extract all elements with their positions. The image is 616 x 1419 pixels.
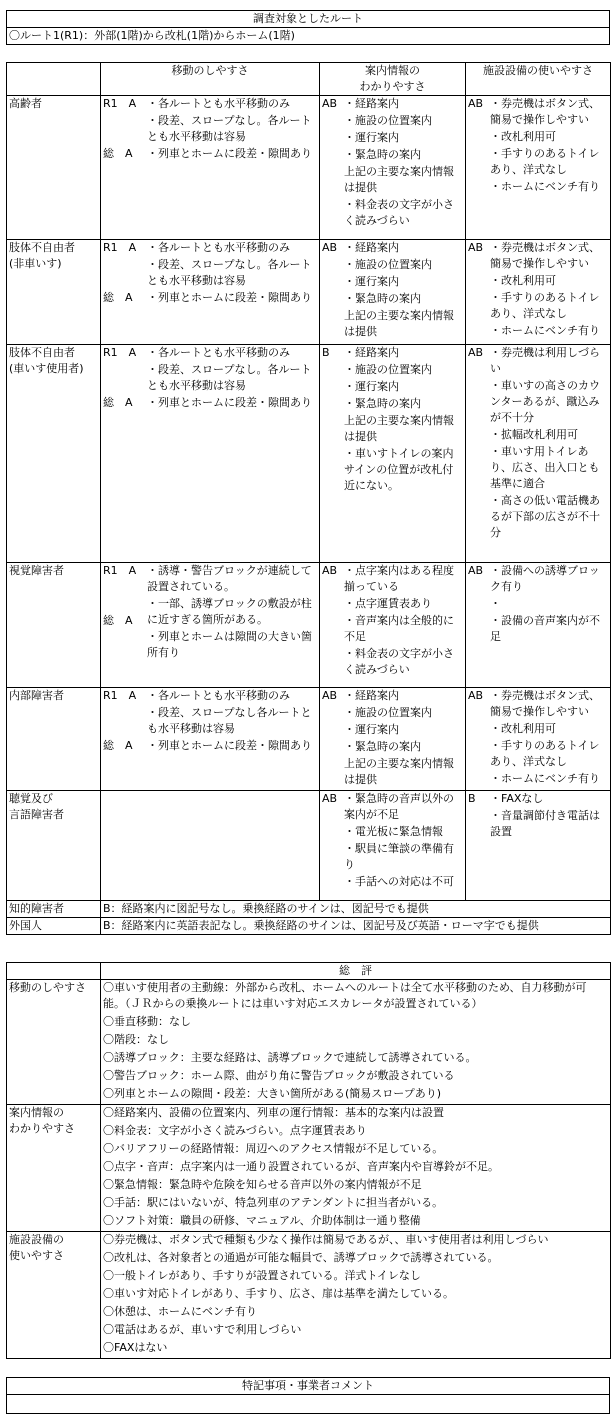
- summary-item: 〇車いす対応トイレがあり、手すり、広さ、扉は基準を満たしている。: [103, 1287, 455, 1300]
- header-empty: [7, 63, 101, 96]
- move-grade-r1: R1 A: [103, 346, 137, 359]
- info-item: ・点字運賃表あり: [344, 597, 432, 610]
- facility-item: ・改札利用可: [490, 722, 556, 735]
- comments-body: [7, 1395, 610, 1414]
- info-cell: [320, 563, 466, 688]
- info-cell: [320, 688, 466, 791]
- facility-item: ・車いすの高さのカウンターあるが、蹴込みが不十分: [490, 379, 600, 424]
- move-grade-total: 総 A: [103, 739, 133, 752]
- row-target-name: 視覚障害者: [7, 563, 101, 688]
- info-item: ・運行案内: [344, 380, 399, 393]
- info-item: ・駅員に筆談の準備有り: [344, 842, 454, 871]
- move-item: ・段差、スロープなし。各ルートとも水平移動は容易: [147, 114, 312, 143]
- move-item: ・段差、スロープなし。各ルートとも水平移動は容易: [147, 258, 312, 287]
- facility-item: ・ホームにベンチ有り: [490, 180, 600, 193]
- facility-cell: [466, 688, 611, 791]
- table-row: [7, 345, 611, 563]
- info-grade: AB: [322, 689, 338, 702]
- move-item: ・列車とホームに段差・隙間あり: [147, 291, 312, 304]
- move-cell: [101, 791, 320, 901]
- summary-item: 〇緊急情報：緊急時や危険を知らせる音声以外の案内情報が不足: [103, 1178, 422, 1191]
- comments-table: [6, 1377, 610, 1414]
- info-cell: [320, 791, 466, 901]
- route-table: [6, 10, 610, 45]
- move-grade-total: 総 A: [103, 396, 133, 409]
- move-item: ・列車とホームに段差・隙間あり: [147, 147, 312, 160]
- summary-item: 〇点字・音声：点字案内は一通り設置されているが、音声案内や盲導鈴が不足。: [103, 1160, 499, 1173]
- move-item: ・誘導・警告ブロックが連続して設置されている。: [147, 564, 312, 593]
- row-target-name: 内部障害者: [7, 688, 101, 791]
- move-item: ・段差、スロープなし。各ルートとも水平移動は容易: [147, 363, 312, 392]
- summary-row: [7, 980, 611, 1105]
- info-item: ・施設の位置案内: [344, 363, 432, 376]
- info-item: ・施設の位置案内: [344, 258, 432, 271]
- comments-title: 特記事項・事業者コメント: [7, 1378, 610, 1395]
- info-grade: AB: [322, 792, 338, 805]
- facility-item: ・: [490, 597, 501, 610]
- facility-item: ・券売機はボタン式、簡易で操作しやすい: [490, 241, 600, 270]
- facility-item: ・車いす用トイレあり、広さ、出入口とも基準に適合: [490, 445, 600, 490]
- summary-item: 〇誘導ブロック：主要な経路は、誘導ブロックで連続して誘導されている。: [103, 1051, 477, 1064]
- move-item: ・各ルートとも水平移動のみ: [147, 97, 290, 110]
- table-row: [7, 901, 611, 918]
- info-item: ・料金表の文字が小さく読みづらい: [344, 198, 454, 227]
- info-item: ・経路案内: [344, 97, 399, 110]
- row-target-name: 知的障害者: [7, 901, 101, 918]
- facility-item: ・音量調節付き電話は設置: [490, 809, 600, 838]
- table-row: [7, 791, 611, 901]
- move-cell: [101, 96, 320, 240]
- table-row: [7, 96, 611, 240]
- info-item: ・音声案内は全般的に不足: [344, 614, 454, 643]
- move-grade-total: 総 A: [103, 147, 133, 160]
- summary-section-items: [101, 980, 611, 1105]
- move-item: ・段差、スロープなし各ルートとも水平移動は容易: [147, 706, 312, 735]
- info-item: ・料金表の文字が小さく読みづらい: [344, 647, 454, 676]
- info-item: 上記の主要な案内情報は提供: [344, 414, 454, 443]
- facility-grade: AB: [468, 97, 484, 110]
- info-item: ・緊急時の案内: [344, 740, 421, 753]
- info-item: ・経路案内: [344, 689, 399, 702]
- info-item: 上記の主要な案内情報は提供: [344, 309, 454, 338]
- move-cell: [101, 345, 320, 563]
- facility-item: ・FAXなし: [490, 792, 544, 805]
- row-evaluation-text: B：経路案内に英語表記なし。乗換経路のサインは、図記号及び英語・ローマ字でも提供: [101, 918, 611, 935]
- info-cell: [320, 96, 466, 240]
- summary-section-name: 移動のしやすさ: [7, 980, 101, 1105]
- info-item: ・緊急時の案内: [344, 397, 421, 410]
- summary-item: 〇経路案内、設備の位置案内、列車の運行情報：基本的な案内は設置: [103, 1106, 444, 1119]
- summary-item: 〇階段：なし: [103, 1033, 169, 1046]
- move-cell: [101, 240, 320, 345]
- info-item: ・運行案内: [344, 275, 399, 288]
- facility-grade: AB: [468, 241, 484, 254]
- facility-item: ・手すりのあるトイレあり、洋式なし: [490, 739, 600, 768]
- summary-item: 〇休憩は、ホームにベンチ有り: [103, 1305, 257, 1318]
- route-description: 〇ルート1(R1)：外部(1階)から改札(1階)からホーム(1階): [7, 28, 610, 45]
- facility-grade: AB: [468, 564, 484, 577]
- move-grade-total: 総 A: [103, 291, 133, 304]
- table-row: [7, 918, 611, 935]
- summary-item: 〇FAXはない: [103, 1341, 168, 1354]
- row-target-name: 高齢者: [7, 96, 101, 240]
- facility-item: ・高さの低い電話機あるが下部の広さが不十分: [490, 494, 600, 539]
- info-grade: AB: [322, 241, 338, 254]
- row-target-name: 外国人: [7, 918, 101, 935]
- move-item: ・列車とホームは隙間の大きい箇所有り: [147, 630, 312, 659]
- route-table-title: 調査対象としたルート: [7, 11, 610, 28]
- move-grade-r1: R1 A: [103, 564, 137, 577]
- move-item: ・各ルートとも水平移動のみ: [147, 241, 290, 254]
- table-row: [7, 688, 611, 791]
- move-item: ・各ルートとも水平移動のみ: [147, 346, 290, 359]
- summary-row: [7, 1232, 611, 1359]
- col-header-move: 移動のしやすさ: [101, 63, 320, 96]
- summary-table: [6, 962, 611, 1359]
- facility-item: ・ホームにベンチ有り: [490, 324, 600, 337]
- move-item: ・各ルートとも水平移動のみ: [147, 689, 290, 702]
- table-row: [7, 563, 611, 688]
- evaluation-table: [6, 62, 611, 935]
- facility-item: ・手すりのあるトイレあり、洋式なし: [490, 147, 600, 176]
- info-item: ・施設の位置案内: [344, 114, 432, 127]
- info-item: ・手話への対応は不可: [344, 875, 454, 888]
- row-evaluation-text: B：経路案内に図記号なし。乗換経路のサインは、図記号でも提供: [101, 901, 611, 918]
- move-grade-total: 総 A: [103, 614, 133, 627]
- summary-item: 〇券売機は、ボタン式で種類も少なく操作は簡易であるが、、車いす使用者は利用しづらい: [103, 1233, 549, 1246]
- summary-header-empty: [7, 963, 101, 980]
- facility-item: ・改札利用可: [490, 130, 556, 143]
- info-item: ・経路案内: [344, 241, 399, 254]
- summary-item: 〇列車とホームの隙間・段差：大きい箇所がある(簡易スロープあり): [103, 1087, 442, 1100]
- facility-item: ・券売機はボタン式、簡易で操作しやすい: [490, 689, 600, 718]
- row-target-name: 肢体不自由者 (車いす使用者): [7, 345, 101, 563]
- info-grade: AB: [322, 564, 338, 577]
- summary-item: 〇電話はあるが、車いすで利用しづらい: [103, 1323, 302, 1336]
- facility-item: ・手すりのあるトイレあり、洋式なし: [490, 291, 600, 320]
- info-item: ・緊急時の案内: [344, 292, 421, 305]
- info-item: ・緊急時の音声以外の案内が不足: [344, 792, 454, 821]
- summary-item: 〇警告ブロック：ホーム際、曲がり角に警告ブロックが敷設されている: [103, 1069, 455, 1082]
- row-target-name: 肢体不自由者 (非車いす): [7, 240, 101, 345]
- summary-item: 〇一般トイレがあり、手すりが設置されている。洋式トイレなし: [103, 1269, 421, 1282]
- info-cell: [320, 345, 466, 563]
- info-item: 上記の主要な案内情報は提供: [344, 757, 454, 786]
- row-target-name: 聴覚及び 言語障害者: [7, 791, 101, 901]
- info-item: ・施設の位置案内: [344, 706, 432, 719]
- summary-section-items: [101, 1105, 611, 1232]
- facility-grade: AB: [468, 346, 484, 359]
- facility-item: ・券売機は利用しづらい: [490, 346, 600, 375]
- facility-grade: B: [468, 792, 476, 805]
- summary-section-items: [101, 1232, 611, 1359]
- summary-title: 総 評: [101, 963, 611, 980]
- summary-row: [7, 1105, 611, 1232]
- move-grade-r1: R1 A: [103, 689, 137, 702]
- move-cell: [101, 688, 320, 791]
- move-cell: [101, 563, 320, 688]
- summary-item: 〇料金表：文字が小さく読みづらい。点字運賃表あり: [103, 1124, 367, 1137]
- facility-item: ・設備の音声案内が不足: [490, 614, 600, 643]
- info-item: ・運行案内: [344, 131, 399, 144]
- summary-item: 〇バリアフリーの経路情報：周辺へのアクセス情報が不足している。: [103, 1142, 444, 1155]
- table-row: [7, 240, 611, 345]
- info-item: ・車いすトイレの案内サインの位置が改札付近にない。: [344, 447, 454, 492]
- facility-cell: [466, 240, 611, 345]
- info-item: ・運行案内: [344, 723, 399, 736]
- info-item: ・経路案内: [344, 346, 399, 359]
- info-grade: AB: [322, 97, 338, 110]
- info-item: ・電光板に緊急情報: [344, 825, 443, 838]
- summary-item: 〇車いす使用者の主動線：外部から改札、ホームへのルートは全て水平移動のため、自力移動が可能。（ＪＲからの乗換ルートには車いす対応エスカレータが設置されている）: [103, 981, 587, 1010]
- facility-item: ・拡幅改札利用可: [490, 428, 578, 441]
- move-grade-r1: R1 A: [103, 97, 137, 110]
- summary-item: 〇手話：駅にはいないが、特急列車のアテンダントに担当者がいる。: [103, 1196, 444, 1209]
- info-item: ・緊急時の案内: [344, 148, 421, 161]
- facility-cell: [466, 96, 611, 240]
- col-header-info: 案内情報の わかりやすさ: [320, 63, 466, 96]
- info-cell: [320, 240, 466, 345]
- summary-item: 〇ソフト対策：職員の研修、マニュアル、介助体制は一通り整備: [103, 1214, 421, 1227]
- facility-cell: [466, 563, 611, 688]
- facility-cell: [466, 791, 611, 901]
- facility-grade: AB: [468, 689, 484, 702]
- facility-item: ・券売機はボタン式、簡易で操作しやすい: [490, 97, 600, 126]
- summary-section-name: 案内情報の わかりやすさ: [7, 1105, 101, 1232]
- info-grade: B: [322, 346, 330, 359]
- summary-item: 〇垂直移動：なし: [103, 1015, 191, 1028]
- move-item: ・列車とホームに段差・隙間あり: [147, 739, 312, 752]
- summary-section-name: 施設設備の 使いやすさ: [7, 1232, 101, 1359]
- info-item: 上記の主要な案内情報は提供: [344, 165, 454, 194]
- facility-cell: [466, 345, 611, 563]
- move-grade-r1: R1 A: [103, 241, 137, 254]
- move-item: ・列車とホームに段差・隙間あり: [147, 396, 312, 409]
- col-header-facility: 施設設備の使いやすさ: [466, 63, 611, 96]
- summary-item: 〇改札は、各対象者との通過が可能な幅員で、誘導ブロックで誘導されている。: [103, 1251, 499, 1264]
- info-item: ・点字案内はある程度揃っている: [344, 564, 454, 593]
- facility-item: ・ホームにベンチ有り: [490, 772, 600, 785]
- facility-item: ・設備への誘導ブロック有り: [490, 564, 600, 593]
- move-item: ・一部、誘導ブロックの敷設が柱に近すぎる箇所がある。: [147, 597, 312, 626]
- facility-item: ・改札利用可: [490, 274, 556, 287]
